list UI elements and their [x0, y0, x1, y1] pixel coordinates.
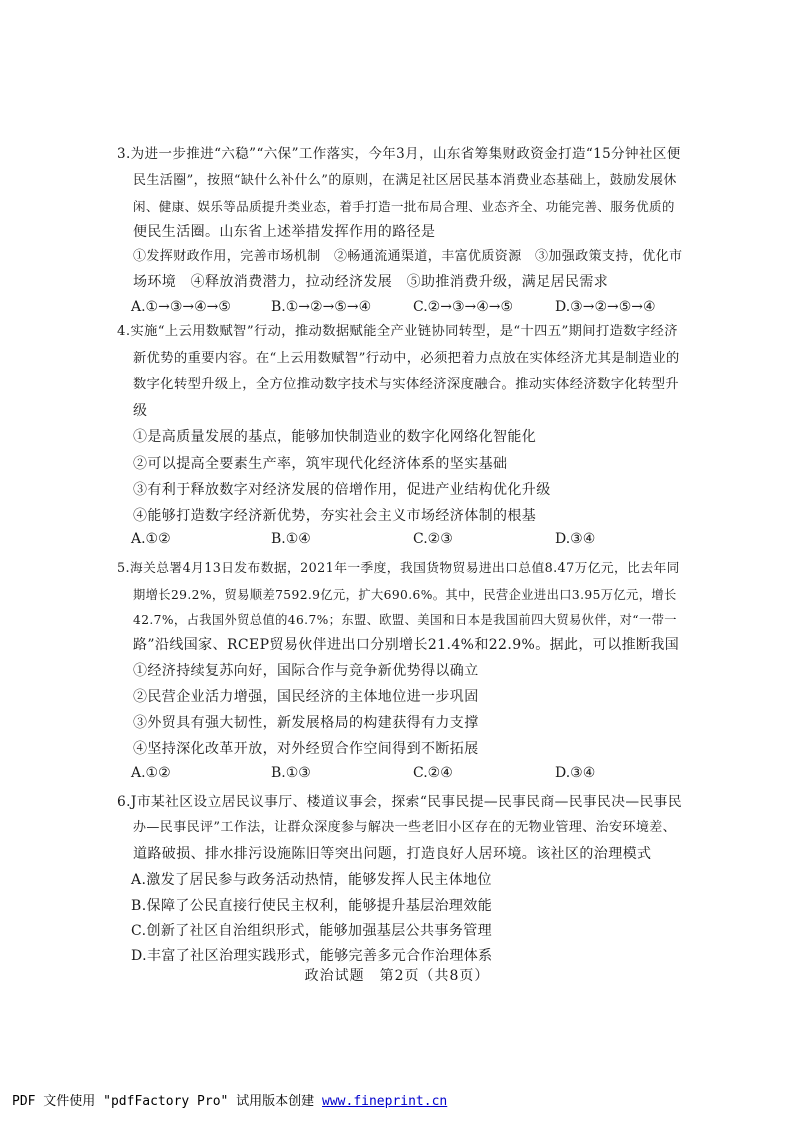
question-3-line: 闲、健康、娱乐等品质提升类业态，着手打造一批布局合理、业态齐全、功能完善、服务优质的 [133, 199, 675, 214]
choice-d: D.③④ [555, 765, 596, 781]
question-4-line: 新优势的重要内容。在“上云用数赋智”行动中，必须把着力点放在实体经济尤其是制造业的 [133, 351, 680, 366]
question-5-line: 期增长29.2%，贸易顺差7592.9亿元，扩大690.6%。其中，民营企业进出口3.95万亿元，增长 [133, 588, 677, 602]
question-5-option-line: ②民营企业活力增强，国民经济的主体地位进一步巩固 [133, 689, 479, 705]
question-5-line: 5.海关总署4月13日发布数据，2021年一季度，我国货物贸易进出口总值8.47万亿元，比去年同 [117, 561, 680, 576]
choice-c: C.②③ [413, 531, 453, 547]
question-4-choices [0, 530, 794, 548]
question-5-option-line: ④坚持深化改革开放，对外经贸合作空间得到不断拓展 [133, 741, 479, 757]
question-5-choices [0, 764, 794, 782]
question-4-option-line: ②可以提高全要素生产率，筑牢现代化经济体系的坚实基础 [133, 456, 508, 472]
choice-b: B.①③ [271, 765, 311, 781]
question-4-option-line: ①是高质量发展的基点，能够加快制造业的数字化网络化智能化 [133, 429, 537, 445]
question-6-line: 办—民事民评”工作法，让群众深度参与解决一些老旧小区存在的无物业管理、治安环境差、 [133, 820, 677, 835]
question-6-line: 6.J市某社区设立居民议事厅、楼道议事会，探索“民事民提—民事民商—民事民决—民事民 [117, 794, 682, 810]
choice-b: B.①④ [271, 531, 311, 547]
choice-c: C.②→③→④→⑤ [413, 299, 514, 315]
choice-c: C.②④ [413, 765, 453, 781]
question-3-line: 民生活圈”，按照“缺什么补什么”的原则，在满足社区居民基本消费业态基础上，鼓励发展休 [133, 173, 677, 188]
choice-a: A.①→③→④→⑤ [131, 299, 231, 315]
question-4-option-line: ④能够打造数字经济新优势，夯实社会主义市场经济体制的根基 [133, 508, 537, 524]
question-5-line: 路”沿线国家、RCEP贸易伙伴进出口分别增长21.4%和22.9%。据此，可以推断我国 [133, 637, 680, 653]
pdf-notice [12, 1094, 447, 1110]
question-3-choices [0, 298, 794, 316]
question-6-choice-d: D.丰富了社区治理实践形式，能够完善多元合作治理体系 [131, 948, 493, 964]
question-3-line: 便民生活圈。山东省上述举措发挥作用的路径是 [133, 224, 436, 240]
choice-b: B.①→②→⑤→④ [271, 299, 372, 315]
question-4-line: 4.实施“上云用数赋智”行动，推动数据赋能全产业链协同转型，是“十四五”期间打造数字经济 [117, 324, 678, 339]
question-5-option-line: ③外贸具有强大韧性，新发展格局的构建获得有力支撑 [133, 715, 479, 731]
question-6-choice-c: C.创新了社区自治组织形式，能够加强基层公共事务管理 [131, 923, 493, 939]
question-6-choice-a: A.激发了居民参与政务活动热情，能够发挥人民主体地位 [131, 872, 492, 888]
choice-d: D.③→②→⑤→④ [555, 299, 656, 315]
question-4-option-line: ③有利于释放数字对经济发展的倍增作用，促进产业结构优化升级 [133, 482, 551, 498]
question-4-line: 级 [133, 403, 148, 419]
question-6-choice-b: B.保障了公民直接行使民主权利，能够提升基层治理效能 [131, 898, 493, 914]
question-5-option-line: ①经济持续复苏向好，国际合作与竞争新优势得以确立 [133, 663, 479, 679]
pdf-notice-text: PDF 文件使用 "pdfFactory Pro" 试用版本创建 [12, 1094, 323, 1109]
choice-d: D.③④ [555, 531, 596, 547]
question-3-option-line: 场环境 ④释放消费潜力，拉动经济发展 ⑤助推消费升级，满足居民需求 [133, 274, 609, 290]
question-5-line: 42.7%，占我国外贸总值的46.7%；东盟、欧盟、美国和日本是我国前四大贸易伙伴，对“一带一 [133, 613, 677, 627]
fineprint-link[interactable]: www.fineprint.cn [322, 1094, 448, 1109]
question-3-line: 3.为进一步推进“六稳”“六保”工作落实，今年3月，山东省筹集财政资金打造“15分钟社区便 [117, 146, 681, 162]
choice-a: A.①② [131, 531, 171, 547]
question-3-option-line: ①发挥财政作用，完善市场机制 ②畅通流通渠道，丰富优质资源 ③加强政策支持，优化市 [133, 249, 683, 264]
choice-a: A.①② [131, 765, 171, 781]
question-6-line: 道路破损、排水排污设施陈旧等突出问题，打造良好人居环境。该社区的治理模式 [133, 846, 652, 862]
question-4-line: 数字化转型升级上，全方位推动数字技术与实体经济深度融合。推动实体经济数字化转型升 [133, 377, 680, 392]
page-footer: 政治试题 第2页（共8页） [304, 968, 490, 984]
